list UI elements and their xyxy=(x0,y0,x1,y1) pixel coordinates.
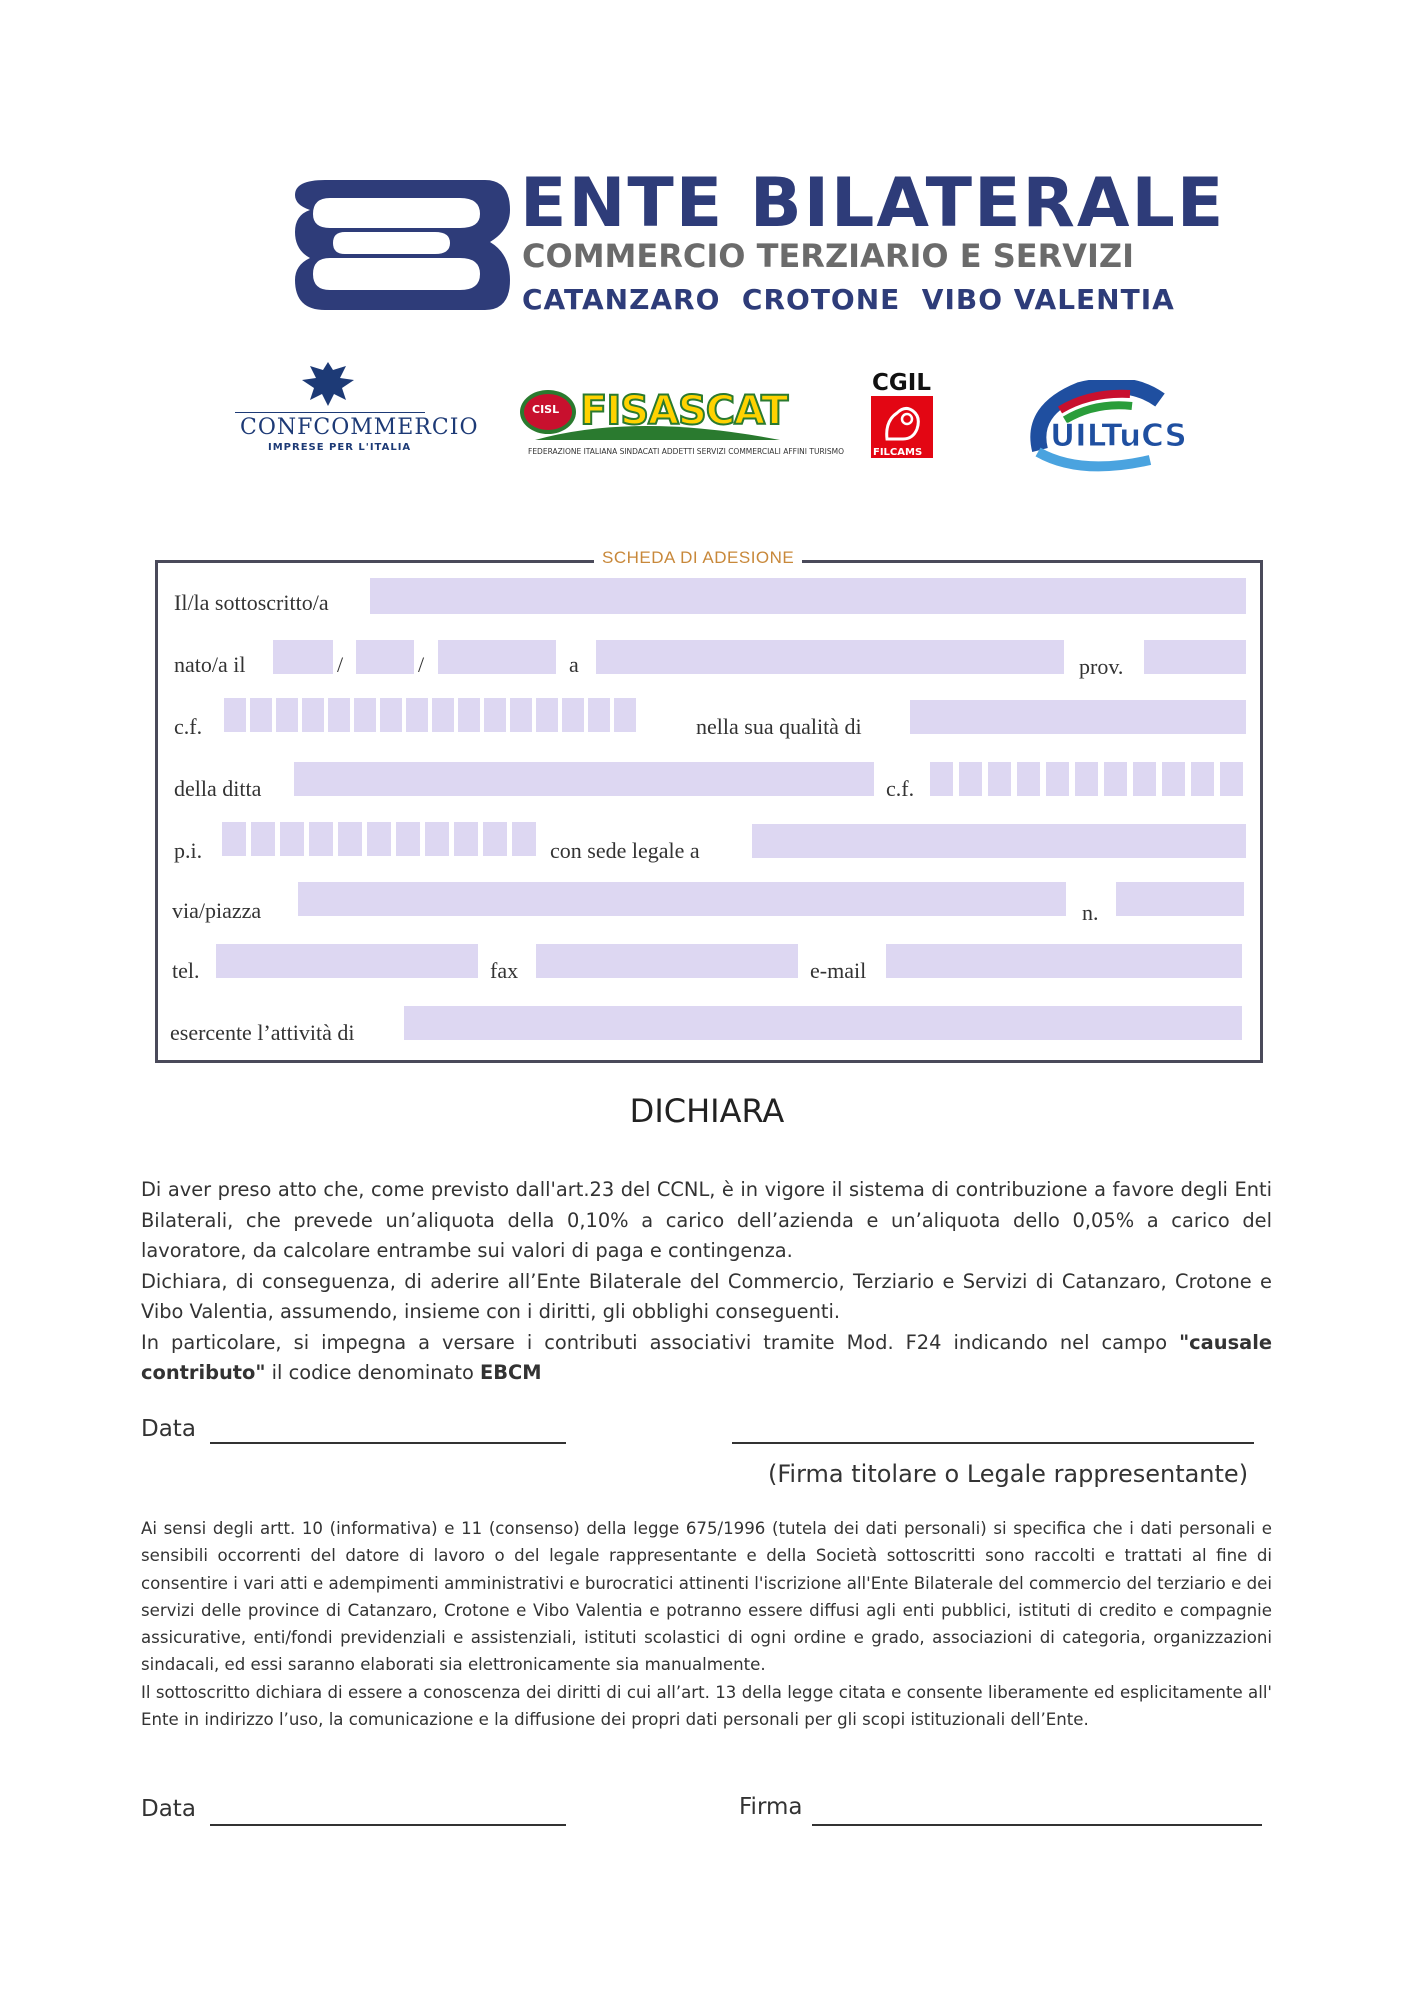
field-email[interactable] xyxy=(886,944,1242,978)
privacy-text xyxy=(141,1515,1272,1733)
cf-cell[interactable] xyxy=(510,698,532,732)
p3-code: EBCM xyxy=(480,1361,542,1384)
ente-bilaterale-logo-mark xyxy=(285,170,515,320)
field-attivita[interactable] xyxy=(404,1006,1242,1040)
declaration-text xyxy=(141,1175,1272,1389)
pi-cell[interactable] xyxy=(222,822,246,856)
fisascat-tagline: FEDERAZIONE ITALIANA SINDACATI ADDETTI SERVIZI COMMERCIALI AFFINI TURISMO xyxy=(528,447,845,456)
label-slash-2: / xyxy=(418,652,425,677)
fisascat-cisl-tag: CISL xyxy=(532,403,560,416)
confcommercio-tagline: IMPRESE PER L'ITALIA xyxy=(268,442,412,453)
cf-ditta-cell[interactable] xyxy=(1133,762,1156,796)
org-subtitle: COMMERCIO TERZIARIO E SERVIZI xyxy=(522,237,1135,275)
cf-ditta-cell[interactable] xyxy=(1104,762,1127,796)
label-cf: c.f. xyxy=(174,714,203,739)
cf-cell[interactable] xyxy=(354,698,376,732)
cf-ditta-cell[interactable] xyxy=(930,762,953,796)
label-slash-1: / xyxy=(337,652,344,677)
confcommercio-rule xyxy=(235,412,425,413)
p3-causale: "causale contributo" xyxy=(141,1330,1272,1384)
pi-cell[interactable] xyxy=(338,822,362,856)
cf-cell[interactable] xyxy=(432,698,454,732)
date-label-1: Data xyxy=(141,1416,196,1442)
label-sottoscritto: Il/la sottoscritto/a xyxy=(174,590,329,615)
pi-cell[interactable] xyxy=(309,822,333,856)
cf-ditta-cell[interactable] xyxy=(1075,762,1098,796)
adhesion-form-frame xyxy=(155,560,1263,1063)
privacy-paragraph-1: Ai sensi degli artt. 10 (informativa) e 11 (consenso) della legge 675/1996 (tutela dei dati personali) si specifica che i dati personali e sensibili occorrenti del datore di lavoro o del legale rappresentante e della Società sottoscritti sono raccolti e trattati al fine di consentire i vari atti e adempimenti amministrativi e burocratici attinenti l'iscrizione all'Ente Bilaterale del commercio del terziario e dei servizi delle province di Catanzaro, Crotone e Vibo Valentia e potranno essere diffusi agli enti pubblici, istituti di credito e compagnie assicurative, enti/fondi previdenziali e assistenziali, istituti scolastici di ogni ordine e grado, associazioni di categoria, organizzazioni sindacali, ed essi saranno elaborati sia elettronicamente sia manualmente. xyxy=(141,1519,1272,1675)
pi-cell[interactable] xyxy=(367,822,391,856)
cf-cell[interactable] xyxy=(562,698,584,732)
label-a: a xyxy=(569,652,579,677)
field-numero[interactable] xyxy=(1116,882,1244,916)
signature-line-1[interactable] xyxy=(732,1442,1254,1444)
form-title: SCHEDA DI ADESIONE xyxy=(594,548,802,568)
pi-cell[interactable] xyxy=(396,822,420,856)
field-tel[interactable] xyxy=(216,944,478,978)
field-birth-day[interactable] xyxy=(273,640,333,674)
field-birth-month[interactable] xyxy=(356,640,414,674)
declaration-paragraph-2: Dichiara, di conseguenza, di aderire all’Ente Bilaterale del Commercio, Terziario e Servizi di Catanzaro, Crotone e Vibo Valentia, assumendo, insieme con i diritti, gli obblighi conseguenti. xyxy=(141,1269,1272,1323)
declaration-paragraph-3 xyxy=(141,1328,1272,1389)
pi-cell[interactable] xyxy=(512,822,536,856)
label-email: e-mail xyxy=(810,958,867,983)
cf-ditta-cell[interactable] xyxy=(1046,762,1069,796)
label-n: n. xyxy=(1082,900,1099,925)
field-sottoscritto[interactable] xyxy=(370,578,1246,614)
field-fax[interactable] xyxy=(536,944,798,978)
signature-line-2[interactable] xyxy=(812,1824,1262,1826)
cf-cell[interactable] xyxy=(328,698,350,732)
label-sede: con sede legale a xyxy=(550,838,700,863)
cf-cell[interactable] xyxy=(588,698,610,732)
p3-mid: il codice denominato xyxy=(265,1361,481,1384)
confcommercio-eagle-icon xyxy=(300,360,356,408)
field-qualita[interactable] xyxy=(910,700,1246,734)
filcams-figure-icon xyxy=(877,399,927,443)
pi-cell[interactable] xyxy=(280,822,304,856)
fisascat-name: FISASCAT xyxy=(580,388,788,434)
date-label-2: Data xyxy=(141,1796,196,1822)
field-sede[interactable] xyxy=(752,824,1246,858)
cf-cell[interactable] xyxy=(614,698,636,732)
label-cf-ditta: c.f. xyxy=(886,776,915,801)
field-birth-year[interactable] xyxy=(438,640,556,674)
cf-cell[interactable] xyxy=(250,698,272,732)
declaration-heading: DICHIARA xyxy=(629,1092,785,1130)
field-ditta[interactable] xyxy=(294,762,874,796)
label-fax: fax xyxy=(490,958,519,983)
field-birth-place[interactable] xyxy=(596,640,1064,674)
date-line-1[interactable] xyxy=(210,1442,566,1444)
cf-cell[interactable] xyxy=(484,698,506,732)
privacy-paragraph-2: Il sottoscritto dichiara di essere a conoscenza dei diritti di cui all’art. 13 della legge citata e consente liberamente ed esplicitamente all' Ente in indirizzo l’uso, la comunicazione e la diffusione dei propri dati personali per gli scopi istituzionali dell’Ente. xyxy=(141,1682,1272,1730)
cf-ditta-cell[interactable] xyxy=(1162,762,1185,796)
cf-cell[interactable] xyxy=(302,698,324,732)
cf-cell[interactable] xyxy=(276,698,298,732)
pi-cell[interactable] xyxy=(454,822,478,856)
field-prov[interactable] xyxy=(1144,640,1246,674)
cf-ditta-cell[interactable] xyxy=(1191,762,1214,796)
org-title: ENTE BILATERALE xyxy=(520,164,1226,243)
declaration-paragraph-1: Di aver preso atto che, come previsto dall'art.23 del CCNL, è in vigore il sistema di contribuzione a favore degli Enti Bilaterali, che prevede un’aliquota della 0,10% a carico dell’azienda e un’aliquota dello 0,05% a carico del lavoratore, da calcolare entrambe sui valori di paga e contingenza. xyxy=(141,1178,1272,1262)
pi-cell[interactable] xyxy=(251,822,275,856)
cf-ditta-cell[interactable] xyxy=(959,762,982,796)
date-line-2[interactable] xyxy=(210,1824,566,1826)
signature-caption: (Firma titolare o Legale rappresentante) xyxy=(768,1460,1249,1488)
filcams-label: FILCAMS xyxy=(873,447,923,458)
cf-cell[interactable] xyxy=(224,698,246,732)
label-tel: tel. xyxy=(172,958,200,983)
firma-label: Firma xyxy=(739,1794,803,1820)
label-prov: prov. xyxy=(1079,654,1124,679)
pi-cell[interactable] xyxy=(483,822,507,856)
cf-ditta-cell[interactable] xyxy=(1017,762,1040,796)
confcommercio-name: CONFCOMMERCIO xyxy=(240,415,479,440)
p3-start: In particolare, si impegna a versare i contributi associativi tramite Mod. F24 indicando nel campo xyxy=(141,1330,1180,1354)
cgil-name: CGIL xyxy=(872,370,931,396)
cf-cell[interactable] xyxy=(458,698,480,732)
label-nato: nato/a il xyxy=(174,652,246,677)
field-via[interactable] xyxy=(298,882,1066,916)
label-via: via/piazza xyxy=(172,898,262,923)
label-attivita: esercente l’attività di xyxy=(170,1020,355,1045)
cf-cell[interactable] xyxy=(380,698,402,732)
pi-cell[interactable] xyxy=(425,822,449,856)
uiltucs-name: UILTuCS xyxy=(1050,418,1187,454)
label-qualita: nella sua qualità di xyxy=(696,714,862,739)
org-provinces: CATANZARO CROTONE VIBO VALENTIA xyxy=(522,283,1175,316)
cf-cell[interactable] xyxy=(536,698,558,732)
cf-ditta-cell[interactable] xyxy=(988,762,1011,796)
cf-cell[interactable] xyxy=(406,698,428,732)
label-pi: p.i. xyxy=(174,838,203,863)
label-ditta: della ditta xyxy=(174,776,262,801)
cf-ditta-cell[interactable] xyxy=(1220,762,1243,796)
